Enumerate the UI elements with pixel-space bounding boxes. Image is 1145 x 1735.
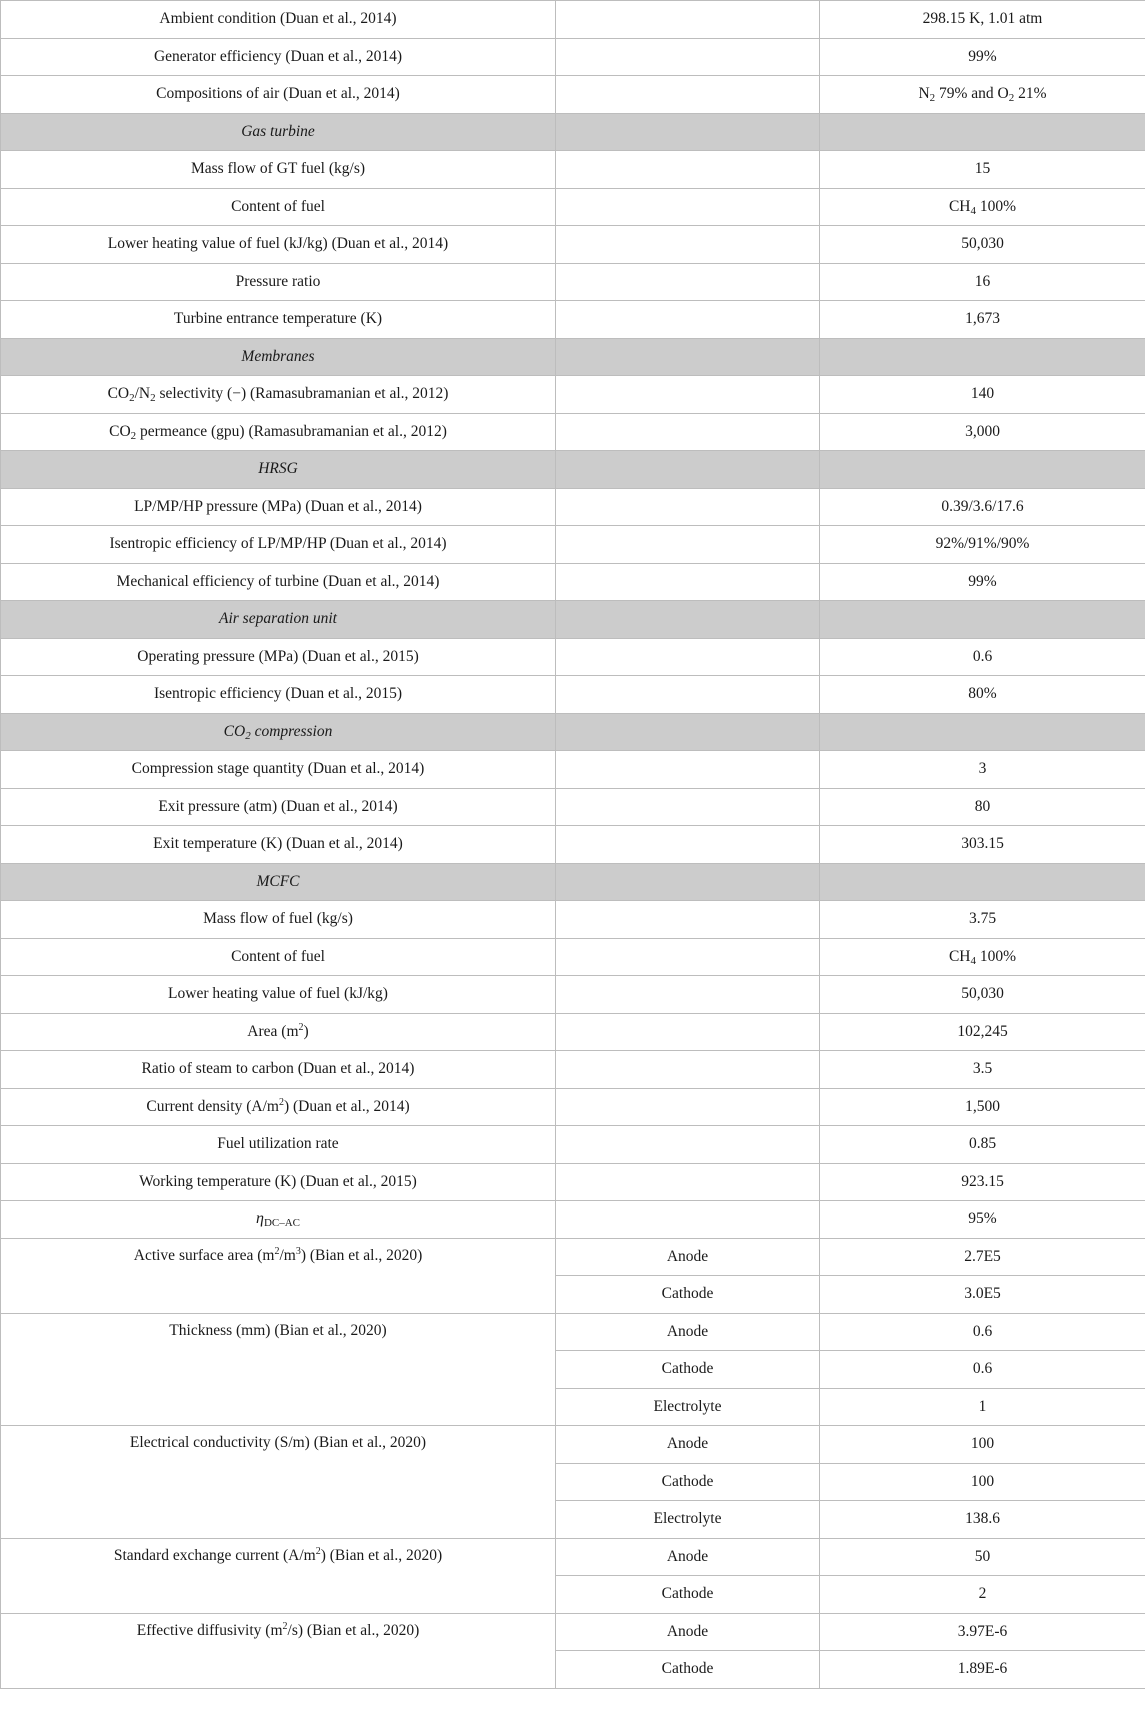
table-row xyxy=(1,1163,1145,1201)
parameter-label: Exit pressure (atm) (Duan et al., 2014) xyxy=(1,788,556,826)
subscript: 2 xyxy=(1008,92,1015,105)
table-row xyxy=(1,1126,1145,1164)
subscript: 4 xyxy=(970,204,976,217)
text-fragment: CO xyxy=(223,722,246,740)
table-row xyxy=(1,938,1145,976)
empty-cell xyxy=(556,76,820,114)
table-row xyxy=(1,488,1145,526)
parameter-label xyxy=(1,1201,556,1239)
empty-cell xyxy=(556,301,820,339)
parameter-label: Content of fuel xyxy=(1,188,556,226)
electrode-label: Anode xyxy=(556,1538,820,1576)
parameter-label xyxy=(1,76,556,114)
parameter-value: 99% xyxy=(820,563,1145,601)
section-row xyxy=(1,451,1145,489)
table-row xyxy=(1,151,1145,189)
parameter-label: Operating pressure (MPa) (Duan et al., 2015) xyxy=(1,638,556,676)
subscript: 4 xyxy=(970,954,976,967)
table-row xyxy=(1,526,1145,564)
text-fragment: Compositions of air (Duan et al., 2014) xyxy=(156,85,400,103)
parameter-label: Ratio of steam to carbon (Duan et al., 2014) xyxy=(1,1051,556,1089)
table-row xyxy=(1,188,1145,226)
empty-cell xyxy=(556,638,820,676)
parameter-label: Generator efficiency (Duan et al., 2014) xyxy=(1,38,556,76)
subscript: 2 xyxy=(245,729,251,742)
electrode-label: Electrolyte xyxy=(556,1388,820,1426)
text-fragment: ) xyxy=(303,1022,309,1040)
text-fragment: Active surface area (m xyxy=(133,1246,275,1264)
section-label: Membranes xyxy=(1,338,556,376)
parameter-value: 3.97E-6 xyxy=(820,1613,1145,1651)
electrode-label: Anode xyxy=(556,1313,820,1351)
parameter-value: 923.15 xyxy=(820,1163,1145,1201)
empty-cell xyxy=(556,38,820,76)
text-fragment: CO xyxy=(109,422,131,440)
empty-cell xyxy=(556,376,820,414)
parameter-value: 1 xyxy=(820,1388,1145,1426)
parameter-value: 1,500 xyxy=(820,1088,1145,1126)
superscript: 3 xyxy=(295,1245,301,1257)
parameter-label: Compression stage quantity (Duan et al., 2014) xyxy=(1,751,556,789)
empty-cell xyxy=(556,601,820,639)
text-fragment: selectivity (−) (Ramasubramanian et al., 2012) xyxy=(155,385,449,403)
text-fragment: /s) (Bian et al., 2020) xyxy=(287,1621,420,1639)
electrode-label: Cathode xyxy=(556,1651,820,1689)
text-fragment: ) (Bian et al., 2020) xyxy=(320,1546,443,1564)
parameter-value: 2.7E5 xyxy=(820,1238,1145,1276)
parameter-label: Mechanical efficiency of turbine (Duan et al., 2014) xyxy=(1,563,556,601)
text-fragment: 79% and O xyxy=(935,85,1009,103)
parameter-value: 0.85 xyxy=(820,1126,1145,1164)
parameter-value xyxy=(820,76,1145,114)
text-fragment: 100% xyxy=(976,947,1017,965)
empty-cell xyxy=(556,976,820,1014)
parameter-value: 0.6 xyxy=(820,1313,1145,1351)
parameter-value: 3.75 xyxy=(820,901,1145,939)
empty-cell xyxy=(556,826,820,864)
parameter-label: Lower heating value of fuel (kJ/kg) xyxy=(1,976,556,1014)
parameter-value: 102,245 xyxy=(820,1013,1145,1051)
parameter-label: Pressure ratio xyxy=(1,263,556,301)
parameter-value: 3.5 xyxy=(820,1051,1145,1089)
electrode-label: Electrolyte xyxy=(556,1501,820,1539)
superscript: 2 xyxy=(278,1096,284,1108)
table-row xyxy=(1,901,1145,939)
table-row xyxy=(1,226,1145,264)
electrode-label: Anode xyxy=(556,1613,820,1651)
parameter-value: 1,673 xyxy=(820,301,1145,339)
superscript: 2 xyxy=(298,1021,304,1033)
subscript: 2 xyxy=(129,392,135,405)
parameter-label: Mass flow of GT fuel (kg/s) xyxy=(1,151,556,189)
parameter-label: Mass flow of fuel (kg/s) xyxy=(1,901,556,939)
table-row xyxy=(1,976,1145,1014)
empty-cell xyxy=(556,188,820,226)
text-fragment: permeance (gpu) (Ramasubramanian et al., 2012) xyxy=(136,422,447,440)
section-label: Gas turbine xyxy=(1,113,556,151)
empty-cell xyxy=(556,751,820,789)
empty-cell xyxy=(556,1,820,39)
empty-cell xyxy=(820,863,1145,901)
empty-cell xyxy=(556,788,820,826)
table-row xyxy=(1,751,1145,789)
section-row xyxy=(1,863,1145,901)
table-row xyxy=(1,826,1145,864)
empty-cell xyxy=(556,413,820,451)
empty-cell xyxy=(556,488,820,526)
empty-cell xyxy=(556,938,820,976)
table-row xyxy=(1,1051,1145,1089)
subscript: 2 xyxy=(130,429,137,442)
section-row xyxy=(1,601,1145,639)
text-fragment: 21% xyxy=(1014,85,1047,103)
parameter-value xyxy=(820,188,1145,226)
parameter-label: Isentropic efficiency of LP/MP/HP (Duan et al., 2014) xyxy=(1,526,556,564)
subscript: 2 xyxy=(150,392,156,405)
table-row xyxy=(1,1313,1145,1351)
empty-cell xyxy=(556,1088,820,1126)
empty-cell xyxy=(556,263,820,301)
parameter-value: 3,000 xyxy=(820,413,1145,451)
text-fragment: 100% xyxy=(976,197,1017,215)
text-fragment: CH xyxy=(948,197,971,215)
parameter-value: 99% xyxy=(820,38,1145,76)
empty-cell xyxy=(556,226,820,264)
table-row xyxy=(1,1538,1145,1576)
parameter-value: 138.6 xyxy=(820,1501,1145,1539)
electrode-label: Anode xyxy=(556,1238,820,1276)
table-row xyxy=(1,1201,1145,1239)
parameter-value: 1.89E-6 xyxy=(820,1651,1145,1689)
subscript: 2 xyxy=(929,92,936,105)
text-fragment: Effective diffusivity (m xyxy=(136,1621,283,1639)
electrode-label: Cathode xyxy=(556,1463,820,1501)
parameter-value: 92%/91%/90% xyxy=(820,526,1145,564)
empty-cell xyxy=(820,601,1145,639)
parameter-label: Isentropic efficiency (Duan et al., 2015) xyxy=(1,676,556,714)
empty-cell xyxy=(556,451,820,489)
parameter-value: 80% xyxy=(820,676,1145,714)
parameter-label: Ambient condition (Duan et al., 2014) xyxy=(1,1,556,39)
parameter-label: Fuel utilization rate xyxy=(1,1126,556,1164)
parameter-value: 50,030 xyxy=(820,976,1145,1014)
superscript: 2 xyxy=(315,1545,321,1557)
table-row xyxy=(1,76,1145,114)
parameter-value: 2 xyxy=(820,1576,1145,1614)
table-row xyxy=(1,413,1145,451)
section-label xyxy=(1,713,556,751)
parameter-label: Turbine entrance temperature (K) xyxy=(1,301,556,339)
empty-cell xyxy=(556,1126,820,1164)
empty-cell xyxy=(556,863,820,901)
parameter-value xyxy=(820,938,1145,976)
text-fragment: η xyxy=(256,1210,264,1228)
parameter-label: Lower heating value of fuel (kJ/kg) (Duan et al., 2014) xyxy=(1,226,556,264)
table-row xyxy=(1,1613,1145,1651)
table-row xyxy=(1,1088,1145,1126)
empty-cell xyxy=(556,338,820,376)
table-row xyxy=(1,1238,1145,1276)
text-fragment: /m xyxy=(279,1246,296,1264)
parameter-value: 50,030 xyxy=(820,226,1145,264)
parameter-value: 0.6 xyxy=(820,638,1145,676)
parameter-value: 0.39/3.6/17.6 xyxy=(820,488,1145,526)
empty-cell xyxy=(820,338,1145,376)
parameter-value: 50 xyxy=(820,1538,1145,1576)
table-row xyxy=(1,788,1145,826)
text-fragment: /N xyxy=(134,385,151,403)
text-fragment: ) (Duan et al., 2014) xyxy=(283,1097,410,1115)
parameter-label: Electrical conductivity (S/m) (Bian et al., 2020) xyxy=(1,1426,556,1539)
text-fragment: Area (m xyxy=(247,1022,299,1040)
parameter-value: 15 xyxy=(820,151,1145,189)
section-label: MCFC xyxy=(1,863,556,901)
parameter-value: 140 xyxy=(820,376,1145,414)
parameter-label xyxy=(1,413,556,451)
section-label: Air separation unit xyxy=(1,601,556,639)
parameter-value: 298.15 K, 1.01 atm xyxy=(820,1,1145,39)
table-row xyxy=(1,1013,1145,1051)
table-row xyxy=(1,563,1145,601)
parameter-label xyxy=(1,1088,556,1126)
section-label: HRSG xyxy=(1,451,556,489)
parameter-value: 95% xyxy=(820,1201,1145,1239)
parameter-label: LP/MP/HP pressure (MPa) (Duan et al., 2014) xyxy=(1,488,556,526)
empty-cell xyxy=(556,1013,820,1051)
parameter-label: Thickness (mm) (Bian et al., 2020) xyxy=(1,1313,556,1426)
parameter-label xyxy=(1,376,556,414)
table-body xyxy=(1,1,1145,1689)
text-fragment: Standard exchange current (A/m xyxy=(113,1546,316,1564)
table-row xyxy=(1,376,1145,414)
parameter-value: 100 xyxy=(820,1463,1145,1501)
empty-cell xyxy=(556,1163,820,1201)
empty-cell xyxy=(556,526,820,564)
table-row xyxy=(1,638,1145,676)
text-fragment: ) (Bian et al., 2020) xyxy=(300,1246,423,1264)
electrode-label: Cathode xyxy=(556,1351,820,1389)
electrode-label: Cathode xyxy=(556,1276,820,1314)
subscript: DC–AC xyxy=(263,1217,300,1230)
table-row xyxy=(1,263,1145,301)
parameter-label: Working temperature (K) (Duan et al., 2015) xyxy=(1,1163,556,1201)
parameter-value: 100 xyxy=(820,1426,1145,1464)
empty-cell xyxy=(556,1051,820,1089)
section-row xyxy=(1,338,1145,376)
table-row xyxy=(1,301,1145,339)
parameter-value: 80 xyxy=(820,788,1145,826)
empty-cell xyxy=(820,713,1145,751)
parameter-label: Content of fuel xyxy=(1,938,556,976)
electrode-label: Anode xyxy=(556,1426,820,1464)
table-row xyxy=(1,1,1145,39)
parameter-value: 3 xyxy=(820,751,1145,789)
superscript: 2 xyxy=(282,1620,288,1632)
empty-cell xyxy=(556,151,820,189)
empty-cell xyxy=(820,451,1145,489)
text-fragment: compression xyxy=(250,722,333,740)
empty-cell xyxy=(820,113,1145,151)
parameter-label xyxy=(1,1538,556,1613)
table-row xyxy=(1,1426,1145,1464)
empty-cell xyxy=(556,563,820,601)
parameter-value: 16 xyxy=(820,263,1145,301)
table-row xyxy=(1,38,1145,76)
parameter-label: Exit temperature (K) (Duan et al., 2014) xyxy=(1,826,556,864)
section-row xyxy=(1,113,1145,151)
empty-cell xyxy=(556,676,820,714)
empty-cell xyxy=(556,1201,820,1239)
empty-cell xyxy=(556,713,820,751)
parameter-label xyxy=(1,1013,556,1051)
parameter-value: 303.15 xyxy=(820,826,1145,864)
text-fragment: Current density (A/m xyxy=(146,1097,279,1115)
empty-cell xyxy=(556,901,820,939)
text-fragment: N xyxy=(918,85,930,103)
parameter-label xyxy=(1,1238,556,1313)
table-row xyxy=(1,676,1145,714)
superscript: 2 xyxy=(274,1245,280,1257)
electrode-label: Cathode xyxy=(556,1576,820,1614)
parameter-label xyxy=(1,1613,556,1688)
text-fragment: CH xyxy=(948,947,971,965)
text-fragment: CO xyxy=(107,385,130,403)
parameter-value: 0.6 xyxy=(820,1351,1145,1389)
parameter-value: 3.0E5 xyxy=(820,1276,1145,1314)
empty-cell xyxy=(556,113,820,151)
section-row xyxy=(1,713,1145,751)
